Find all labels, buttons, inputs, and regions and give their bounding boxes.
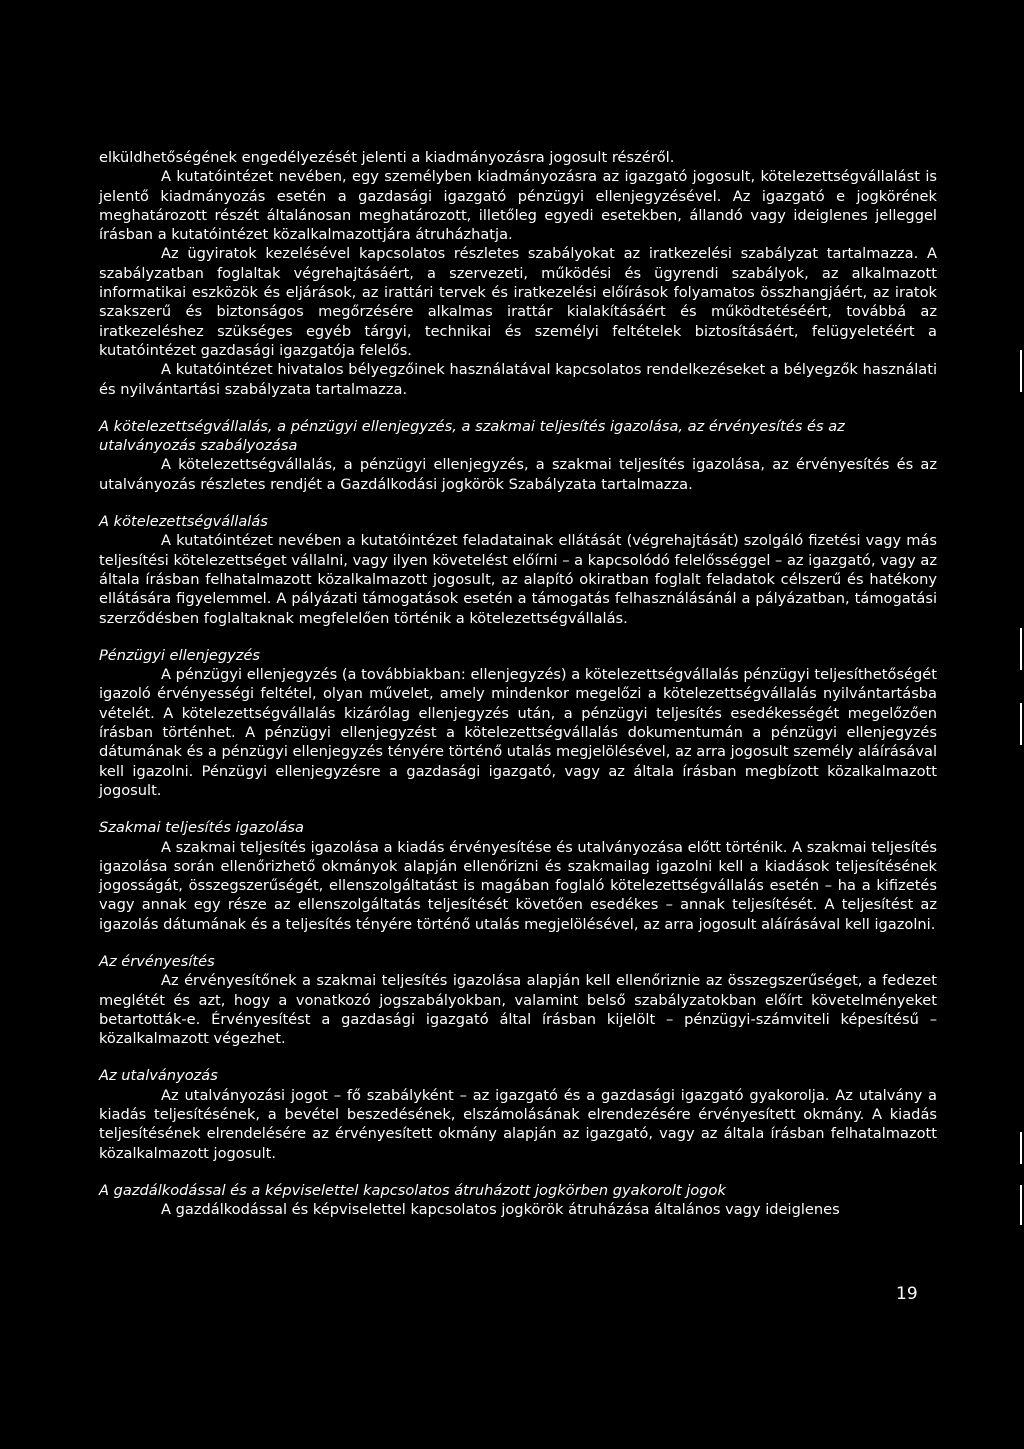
- section-heading-commitments-overview: A kötelezettségvállalás, a pénzügyi ellenjegyzés, a szakmai teljesítés igazolása, az érvényesítés és az utalványozás szabályozása: [99, 417, 845, 455]
- page-number: 19: [896, 1284, 918, 1304]
- paragraph-signing-authority: A kutatóintézet nevében, egy személyben kiadmányozásra az igazgató jogosult, kötelezettségvállalást is jelentő kiadmányozás esetén a gazdasági igazgató pénzügyi ellenjegyzésével. Az igazgató e jogkörének meghatározott részét általánosan meghatározott, illetőleg egyedi esetekben, állandó vagy ideiglenes jelleggel írásban a kutatóintézet közalkalmazottjára átruházhatja.: [99, 168, 937, 244]
- paragraph-performance-certification: A szakmai teljesítés igazolása a kiadás érvényesítése és utalványozása előtt történik. A szakmai teljesítés igazolása során ellenőrizhető okmányok alapján ellenőrizni és szakmailag igazolni kell a kiadások teljesítésének jogosságát, összegszerűségét, ellenszolgáltatást is magában foglaló kötelezettségvállalás esetén – ha a kifizetés vagy annak egy része az ellenszolgáltatás teljesítését követően esedékes – annak teljesítését. A teljesítést az igazolás dátumának és a teljesítés tényére történő utalás megjelölésével, az arra jogosult aláírásával kell igazolni.: [99, 838, 937, 933]
- section-heading-delegated-powers: A gazdálkodással és a képviselettel kapcsolatos átruházott jogkörben gyakorolt jogok: [99, 1181, 726, 1199]
- margin-mark: [1020, 1185, 1022, 1225]
- section-heading-financial-countersign: Pénzügyi ellenjegyzés: [99, 646, 261, 664]
- paragraph-delegated-powers: A gazdálkodással és képviselettel kapcsolatos jogkörök átruházása általános vagy ideiglenes: [161, 1201, 840, 1219]
- section-heading-payment-order: Az utalványozás: [99, 1067, 218, 1085]
- paragraph-continuation: elküldhetőségének engedélyezését jelenti a kiadmányozásra jogosult részéről.: [99, 149, 675, 166]
- paragraph-financial-countersign: A pénzügyi ellenjegyzés (a továbbiakban: ellenjegyzés) a kötelezettségvállalás pénzügyi teljesíthetőségét igazoló érvényességi feltétel, olyan művelet, amely mindenkor megelőzi a kötelezettségvállalás nyilvántartásba vételét. A kötelezettségvállalás kizárólag ellenjegyzés után, a pénzügyi teljesítés esedékességét megelőzően írásban történhet. A pénzügyi ellenjegyzést a kötelezettségvállalás dokumentumán a pénzügyi ellenjegyzés dátumának és a pénzügyi ellenjegyzés tényére történő utalás megjelölésével, az arra jogosult személy aláírásával kell igazolni. Pénzügyi ellenjegyzésre a gazdasági igazgató, vagy az általa írásban megbízott közalkalmazott jogosult.: [99, 666, 937, 799]
- section-heading-performance-certification: Szakmai teljesítés igazolása: [99, 819, 304, 837]
- margin-revision-marks: [1014, 0, 1024, 1449]
- margin-mark: [1020, 350, 1022, 392]
- page-body: [99, 148, 937, 1220]
- paragraph-stamps: A kutatóintézet hivatalos bélyegzőinek használatával kapcsolatos rendelkezéseket a bélyegzők használati és nyilvántartási szabályzata tartalmazza.: [99, 361, 937, 398]
- paragraph-commitments-overview: A kötelezettségvállalás, a pénzügyi ellenjegyzés, a szakmai teljesítés igazolása, az érvényesítés és az utalványozás részletes rendjét a Gazdálkodási jogkörök Szabályzata tartalmazza.: [99, 456, 937, 493]
- paragraph-document-handling: Az ügyiratok kezelésével kapcsolatos részletes szabályokat az iratkezelési szabályzat tartalmazza. A szabályzatban foglaltak végrehajtásáért, a szervezeti, működési és ügyrendi szabályok, az alkalmazott informatikai eszközök és eljárások, az irattári tervek és iratkezelési előírások folyamatos összhangjáért, az iratok szakszerű és biztonságos megőrzésére alkalmas irattár kialakításáért és működtetéséért, továbbá az iratkezeléshez szükséges egyéb tárgyi, technikai és személyi feltételek biztosításáért, felügyeletéért a kutatóintézet gazdasági igazgatója felelős.: [99, 245, 937, 359]
- margin-mark: [1020, 703, 1022, 745]
- section-heading-validation: Az érvényesítés: [99, 952, 215, 970]
- paragraph-validation: Az érvényesítőnek a szakmai teljesítés igazolása alapján kell ellenőriznie az összegszerűséget, a fedezet meglétét és azt, hogy a vonatkozó jogszabályokban, valamint belső szabályzatokban előírt követelményeket betartották-e. Érvényesítést a gazdasági igazgató által írásban kijelölt – pénzügyi-számviteli képesítésű – közalkalmazott végezhet.: [99, 972, 937, 1048]
- paragraph-payment-order: Az utalványozási jogot – fő szabályként – az igazgató és a gazdasági igazgató gyakorolja. Az utalvány a kiadás teljesítésének, a bevétel beszedésének, elszámolásának elrendezésére érvényesített okmány. A kiadás teljesítésének elrendelésére az érvényesített okmány alapján az igazgató, vagy az általa írásban felhatalmazott közalkalmazott jogosult.: [99, 1086, 937, 1162]
- margin-mark: [1020, 1132, 1022, 1164]
- paragraph-commitment: A kutatóintézet nevében a kutatóintézet feladatainak ellátását (végrehajtását) szolgáló fizetési vagy más teljesítési kötelezettséget vállalni, vagy ilyen követelést előírni – a kapcsolódó felelősséggel – az igazgató, vagy az általa írásban felhatalmazott közalkalmazott jogosult, az alapító okiratban foglalt feladatok célszerű és hatékony ellátására figyelemmel. A pályázati támogatások esetén a támogatás felhasználásánál a pályázatban, támogatási szerződésben foglaltaknak megfelelően történik a kötelezettségvállalás.: [99, 532, 937, 627]
- margin-mark: [1020, 628, 1022, 670]
- section-heading-commitment: A kötelezettségvállalás: [99, 513, 268, 531]
